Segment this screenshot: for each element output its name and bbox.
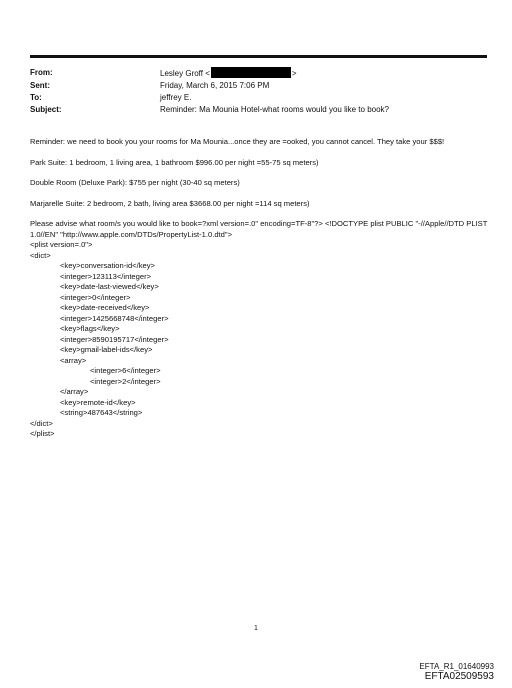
email-body: [30, 137, 488, 440]
email-header: [30, 67, 389, 116]
to-value: jeffrey E.: [160, 93, 192, 102]
document-ids: [419, 662, 494, 682]
subject-row: [30, 104, 389, 116]
code-line: <key>conversation-id</key>: [60, 261, 155, 270]
code-line: <array>: [60, 355, 87, 365]
body-paragraph-double-room: Double Room (Deluxe Park): $755 per night (30-40 sq meters): [30, 178, 240, 187]
body-paragraph-advise: Please advise what room/s you would like to book=?xml version=.0" encoding=TF-8"?> <!DOCTYPE plist PUBLIC "-//Apple//DTD PLIST 1.0//EN" "http://www.apple.com/DTDs/PropertyList-1.0.dtd">: [30, 219, 488, 239]
body-paragraph-reminder: Reminder: we need to book you your rooms for Ma Mounia...once they are =ooked, you cannot cancel. They take your $$$!: [30, 137, 445, 146]
subject-value: Reminder: Ma Mounia Hotel-what rooms would you like to book?: [160, 105, 389, 114]
sent-label: Sent:: [30, 81, 50, 90]
code-line: </array>: [60, 387, 89, 396]
code-line: <key>gmail-label-ids</key>: [60, 345, 153, 354]
sent-value: Friday, March 6, 2015 7:06 PM: [160, 81, 270, 90]
doc-id-secondary: EFTA02509593: [424, 671, 494, 682]
from-row: [30, 67, 389, 80]
redaction-box: [211, 67, 291, 78]
body-paragraph-park-suite: Park Suite: 1 bedroom, 1 living area, 1 bathroom $996.00 per night =55-75 sq meters): [30, 157, 319, 167]
code-line: <dict>: [30, 250, 51, 260]
from-value: [160, 67, 389, 80]
from-label: From:: [30, 68, 53, 77]
sent-row: [30, 80, 389, 92]
code-line: <integer>8590195717</integer>: [60, 334, 169, 344]
code-line: <integer>1425668748</integer>: [60, 313, 169, 323]
from-name: Lesley Groff <: [160, 69, 210, 78]
code-line: </plist>: [30, 429, 55, 438]
code-line: <key>remote-id</key>: [60, 397, 136, 407]
body-paragraph-marjarelle-suite: Marjarelle Suite: 2 bedroom, 2 bath, living area $3668.00 per night =114 sq meters): [30, 198, 310, 208]
code-line: <key>flags</key>: [60, 324, 120, 333]
code-line: </dict>: [30, 418, 53, 428]
code-line: <key>date-received</key>: [60, 303, 150, 312]
doc-id-primary: EFTA_R1_01640993: [419, 662, 494, 671]
code-line: <integer>2</integer>: [90, 376, 161, 386]
page-number: 1: [254, 625, 258, 632]
code-line: <integer>0</integer>: [60, 292, 131, 302]
to-row: [30, 92, 389, 104]
code-line: <string>487643</string>: [60, 408, 143, 417]
plist-code-block: [30, 240, 488, 440]
from-suffix: >: [291, 69, 297, 78]
code-line: <integer>123113</integer>: [60, 271, 152, 281]
code-line: <integer>6</integer>: [90, 366, 161, 375]
code-line: <key>date-last-viewed</key>: [60, 282, 159, 291]
code-line: <plist version=.0">: [30, 240, 93, 249]
header-rule: [30, 55, 487, 58]
to-label: To:: [30, 93, 42, 102]
subject-label: Subject:: [30, 105, 62, 114]
